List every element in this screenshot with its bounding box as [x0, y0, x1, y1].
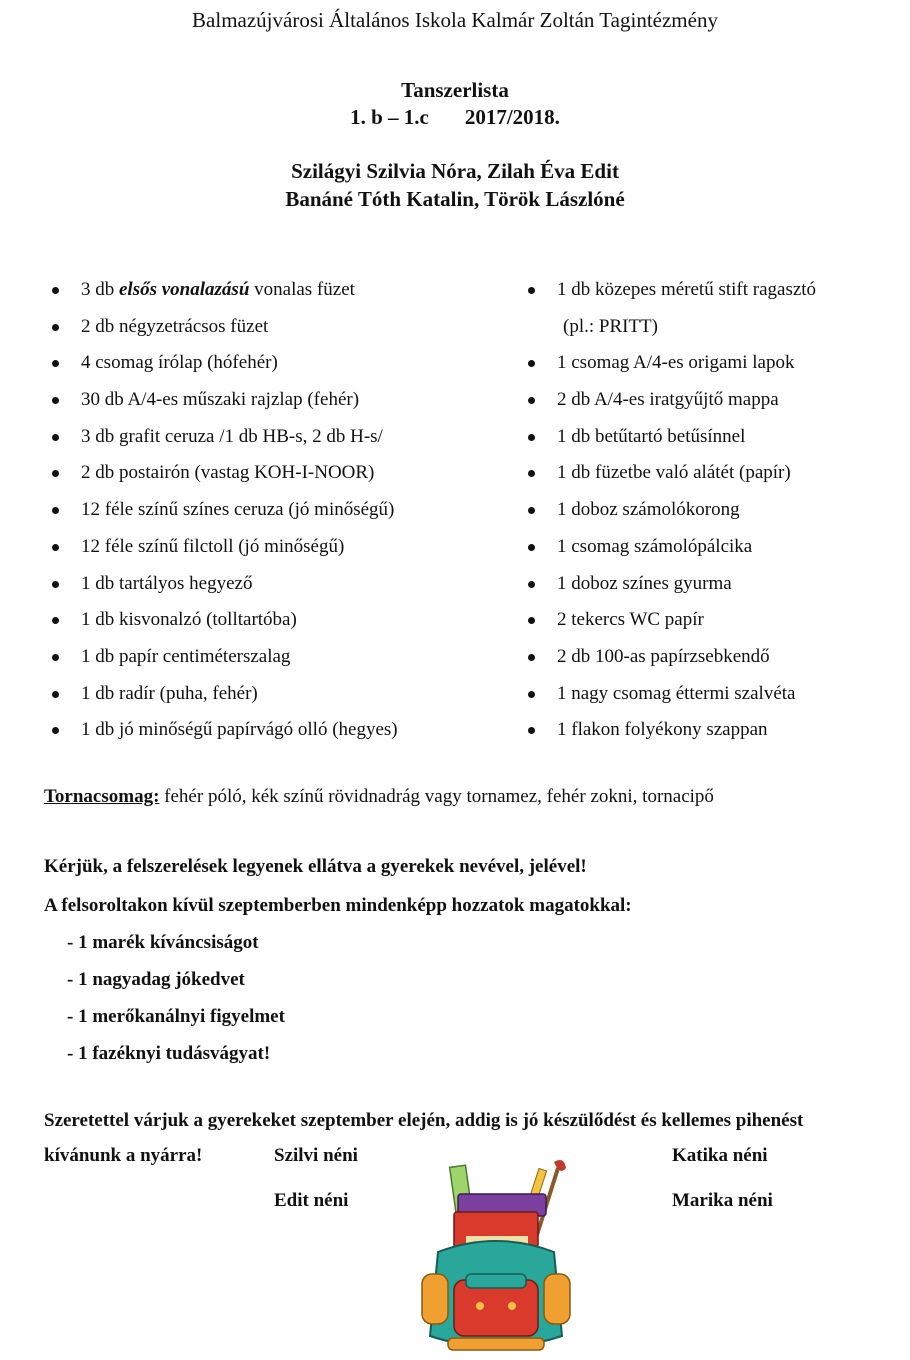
list-item: 1 db jó minőségű papírvágó olló (hegyes) — [45, 716, 398, 753]
list-item: 1 flakon folyékony szappan — [521, 716, 816, 753]
list-item: 12 féle színű filctoll (jó minőségű) — [45, 533, 398, 570]
class-year-line — [0, 105, 910, 130]
bullet-icon — [52, 581, 59, 588]
class-names: 1. b – 1.c — [350, 105, 429, 129]
list-item: 2 db 100-as papírzsebkendő — [521, 643, 816, 680]
list-item: 1 db kisvonalzó (tolltartóba) — [45, 606, 398, 643]
list-item: 1 db betűtartó betűsínnel — [521, 423, 816, 460]
list-item: 2 db postairón (vastag KOH-I-NOOR) — [45, 459, 398, 496]
bullet-icon — [528, 691, 535, 698]
gym-kit-text: fehér póló, kék színű rövidnadrág vagy tornamez, fehér zokni, tornacipő — [159, 786, 714, 807]
list-item: 3 db grafit ceruza /1 db HB-s, 2 db H-s/ — [45, 423, 398, 460]
bullet-icon — [528, 470, 535, 477]
school-name: Balmazújvárosi Általános Iskola Kalmár Zoltán Tagintézmény — [192, 8, 718, 32]
list-item: 1 db közepes méretű stift ragasztó — [521, 276, 816, 313]
teachers-line-2: Banáné Tóth Katalin, Török Lászlóné — [285, 187, 625, 211]
bullet-icon — [528, 581, 535, 588]
bullet-icon — [52, 397, 59, 404]
list-item: 1 db tartályos hegyező — [45, 570, 398, 607]
bullet-icon — [52, 360, 59, 367]
bullet-icon — [528, 727, 535, 734]
signature-edit: Edit néni — [274, 1190, 349, 1211]
bullet-icon — [52, 654, 59, 661]
list-item: 1 doboz színes gyurma — [521, 570, 816, 607]
bullet-icon — [52, 727, 59, 734]
list-item: 30 db A/4-es műszaki rajzlap (fehér) — [45, 386, 398, 423]
list-item: 2 tekercs WC papír — [521, 606, 816, 643]
list-item: 12 féle színű színes ceruza (jó minőségű) — [45, 496, 398, 533]
closing-line-1: Szeretettel várjuk a gyerekeket szeptember elején, addig is jó készülődést és kellemes pihenést — [44, 1110, 804, 1131]
bullet-icon — [52, 324, 59, 331]
list-item: 1 csomag A/4-es origami lapok — [521, 349, 816, 386]
left-supply-list — [45, 276, 398, 753]
list-item: 1 csomag számolópálcika — [521, 533, 816, 570]
bullet-icon — [528, 397, 535, 404]
bullet-icon — [52, 617, 59, 624]
closing-line-2: kívánunk a nyárra! — [44, 1145, 203, 1166]
bullet-icon — [52, 470, 59, 477]
list-item: 2 db négyzetrácsos füzet — [45, 313, 398, 350]
extra-item: - 1 fazéknyi tudásvágyat! — [67, 1043, 271, 1064]
school-year: 2017/2018. — [464, 105, 560, 129]
list-item: 3 db elsős vonalazású vonalas füzet — [45, 276, 398, 313]
bullet-icon — [52, 287, 59, 294]
emphasis-text: elsős vonalazású — [119, 279, 250, 300]
signature-szilvi: Szilvi néni — [274, 1145, 358, 1166]
list-item: 1 db füzetbe való alátét (papír) — [521, 459, 816, 496]
bullet-icon — [528, 287, 535, 294]
bullet-icon — [52, 434, 59, 441]
bullet-icon — [528, 654, 535, 661]
signature-katika: Katika néni — [672, 1145, 768, 1166]
bullet-icon — [528, 617, 535, 624]
school-backpack-illustration — [408, 1148, 584, 1360]
extra-item: - 1 merőkanálnyi figyelmet — [67, 1006, 285, 1027]
signature-marika: Marika néni — [672, 1190, 773, 1211]
teachers-line-1: Szilágyi Szilvia Nóra, Zilah Éva Edit — [291, 159, 619, 183]
list-item: 1 doboz számolókorong — [521, 496, 816, 533]
extra-item: - 1 nagyadag jókedvet — [67, 969, 245, 990]
extra-item: - 1 marék kíváncsiságot — [67, 932, 259, 953]
bullet-icon — [52, 544, 59, 551]
list-item-continuation: (pl.: PRITT) — [563, 315, 658, 337]
bullet-icon — [52, 691, 59, 698]
bullet-icon — [52, 507, 59, 514]
labeling-note: Kérjük, a felszerelések legyenek ellátva a gyerekek nevével, jelével! — [44, 856, 587, 877]
list-title: Tanszerlista — [401, 78, 509, 102]
list-item: 1 db radír (puha, fehér) — [45, 680, 398, 717]
bullet-icon — [528, 360, 535, 367]
bullet-icon — [528, 507, 535, 514]
gym-kit-label: Tornacsomag: — [44, 786, 160, 807]
list-item: 2 db A/4-es iratgyűjtő mappa — [521, 386, 816, 423]
right-supply-list — [521, 276, 816, 753]
list-item: 4 csomag írólap (hófehér) — [45, 349, 398, 386]
list-item: 1 db papír centiméterszalag — [45, 643, 398, 680]
list-item: 1 nagy csomag éttermi szalvéta — [521, 680, 816, 717]
bullet-icon — [528, 434, 535, 441]
extras-intro: A felsoroltakon kívül szeptemberben mindenképp hozzatok magatokkal: — [44, 895, 632, 916]
bullet-icon — [528, 544, 535, 551]
gym-kit-line — [44, 786, 714, 808]
